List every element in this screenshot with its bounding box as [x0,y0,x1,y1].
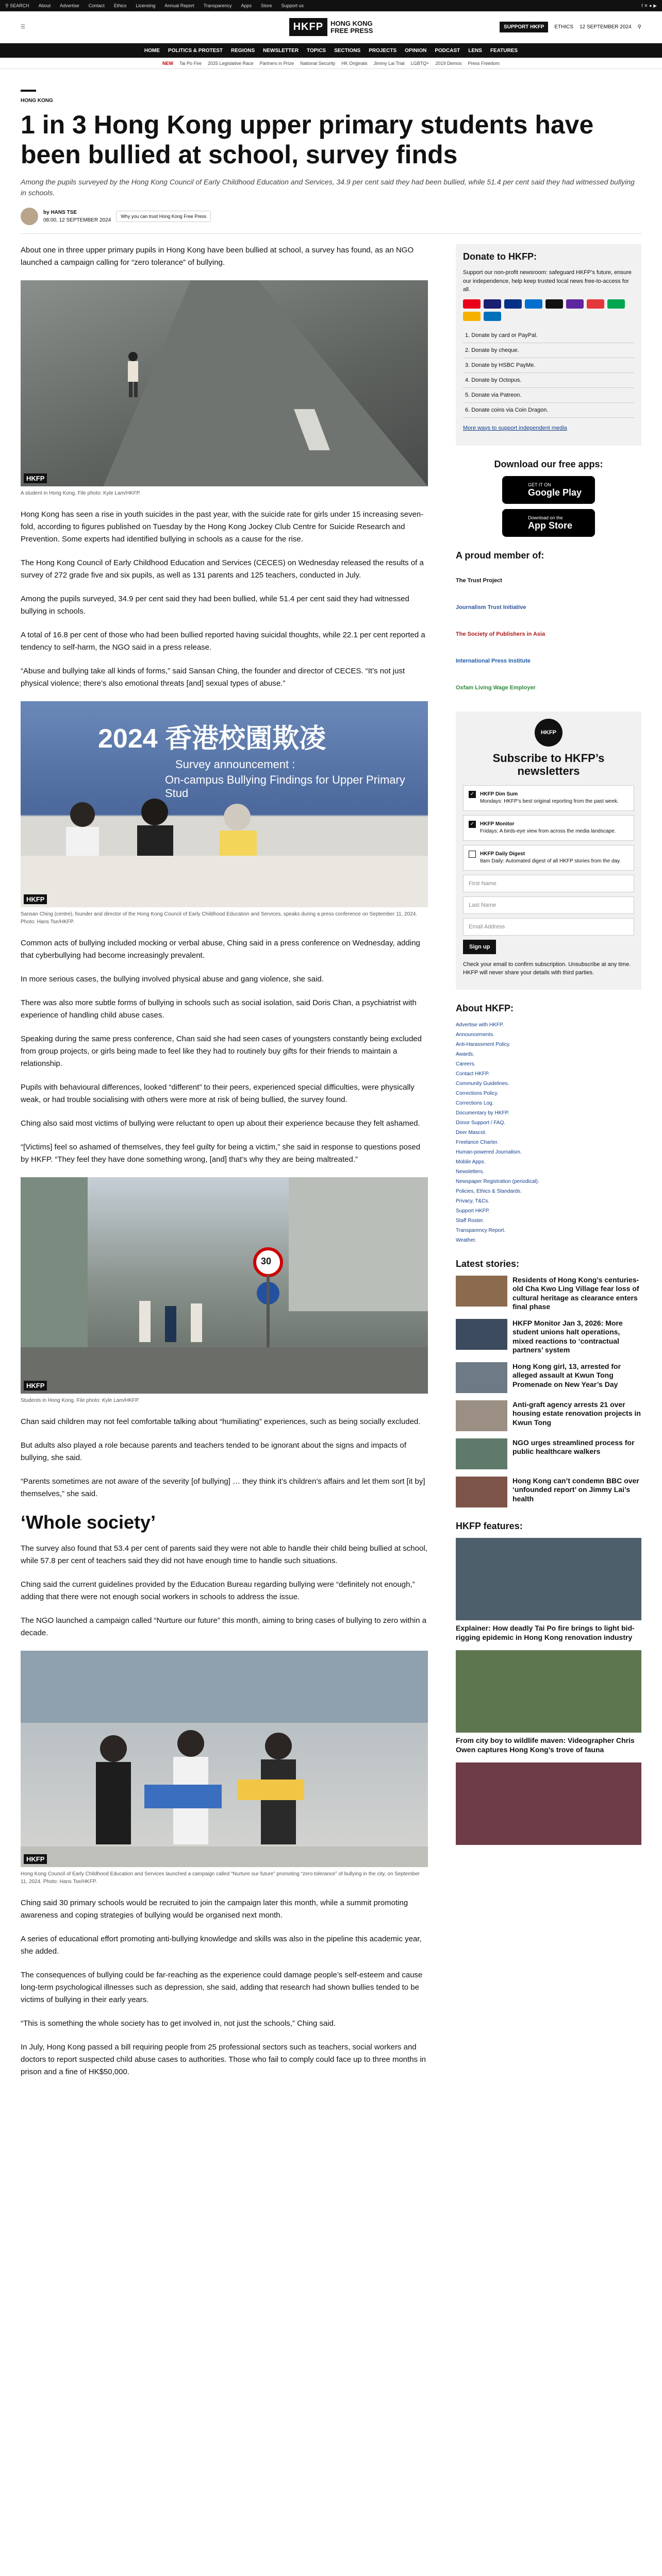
sidebar [456,244,641,2576]
paragraph: “Parents sometimes are not aware of the severity [of bullying] … they think it’s children’s affairs and let them sort [it by] themselves,” she said. [21,1477,425,1498]
paragraph: A series of educational effort promoting anti-bullying knowledge and skills was also in the pipeline this academic year, she added. [21,1935,422,1956]
banner-sub: Survey announcement : [175,758,295,771]
donate-option[interactable]: 6. Donate coins via Coin Dragon. [463,403,634,418]
signup-note: Check your email to confirm subscription. Unsubscribe at any time. HKFP will never share your details with third parties. [463,961,631,976]
gp-small: GET IT ON [528,482,551,487]
paragraph: The consequences of bullying could be far-reaching as the experience could damage people’s self-esteem and cause long-term psychological illnesses such as depression, she said, adding that research had shown bullies tended to be victims of bullying in their early years. [21,1971,423,2004]
paragraph: In more serious cases, the bullying involved physical abuse and gang violence, she said. [21,975,324,984]
contact-link[interactable]: Contact [88,3,105,8]
about-link[interactable]: About [38,3,51,8]
about-links [456,1020,641,1245]
logo-line2: FREE PRESS [330,26,373,35]
nl-desc: Fridays: A birds-eye view from across the media landscape. [480,828,616,834]
byline [21,208,641,225]
trending-bar [0,58,662,69]
donate-box [456,244,641,446]
top-bar [0,0,662,11]
logo-mark: HKFP [289,18,327,36]
about-link[interactable]: Announcements. [456,1031,495,1038]
advertise-link[interactable]: Advertise [60,3,79,8]
about-link[interactable]: Mobile Apps. [456,1159,486,1165]
partner-logo[interactable]: Oxfam Living Wage Employer [456,685,536,691]
transparency-link[interactable]: Transparency [203,3,232,8]
paragraph: Hong Kong has seen a rise in youth suicides in the past year, with the suicide rate for girls under 15 increasing seven-fold, according to figures published on Tuesday by the Hong Kong Jockey Club Centre for Suicide Research and Prevention. Some experts had identified bullying in schools as a cause for the rise. [21,510,424,544]
about-link[interactable]: Documentary by HKFP. [456,1110,509,1116]
paragraph: Pupils with behavioural differences, looked “different” to their peers, experienced special difficulties, were physically weak, or had trouble socialising with others were more at risk of being bullied, the survey found. [21,1083,415,1104]
photo-street-svg [21,1177,428,1394]
social-icons[interactable]: f ✕ ● ▶ [641,3,657,8]
story-thumbnail[interactable] [456,1438,507,1469]
about-link[interactable]: Contact HKFP. [456,1071,490,1077]
section-heading: ‘Whole society’ [21,1512,156,1533]
feature-image[interactable] [456,1762,641,1845]
first-name-input[interactable]: First Name [463,875,634,892]
about-link[interactable]: Staff Roster. [456,1217,484,1224]
about-link[interactable]: Freelance Charter. [456,1139,499,1145]
story-headline[interactable]: Hong Kong can’t condemn BBC over ‘unfounded report’ on Jimmy Lai’s health [512,1476,639,1503]
photo-watermark: HKFP [24,473,47,483]
partner-logo[interactable]: The Society of Publishers in Asia [456,631,545,637]
as-large: App Store [528,520,573,531]
apps-link[interactable]: Apps [241,3,252,8]
feature-image[interactable] [456,1650,641,1733]
paragraph: The survey also found that 53.4 per cent of parents said they were not able to handle their child being bullied at school, while 57.8 per cent of teachers said they did not have enough time to handle such situations. [21,1544,427,1565]
trend-item[interactable]: Press Freedom [468,60,500,66]
support-link[interactable]: Support us [281,3,304,8]
about-link[interactable]: Awards. [456,1051,474,1057]
logo[interactable] [289,18,373,36]
paragraph: Speaking during the same press conference, Chan said she had seen cases of youngsters constantly being excluded from group projects, or girls being made to feel like they had to routinely buy gifts for their friends to maintain a relationship. [21,1035,422,1068]
masthead [0,11,662,43]
about-link[interactable]: Deer Mascot. [456,1129,487,1136]
features-title: HKFP features: [456,1520,523,1531]
nav-item[interactable]: POLITICS & PROTEST [168,47,223,54]
about-link[interactable]: Privacy, T&Cs. [456,1198,490,1204]
latest-story[interactable] [456,1477,641,1507]
paragraph: Ching said 30 primary schools would be recruited to join the campaign later this month, while a summit promoting awareness and coping strategies of bullying would be organised next month. [21,1899,408,1920]
trend-item[interactable]: LGBTQ+ [410,60,429,66]
paragraph: Common acts of bullying included mocking or verbal abuse, Ching said in a press conference on Wednesday, adding that cyberbullying had become increasingly prevalent. [21,939,420,960]
checkbox-icon[interactable]: ✓ [469,821,476,828]
as-small: Download on the [528,515,563,520]
menu-icon[interactable]: ☰ [21,24,25,30]
paragraph: The NGO launched a campaign called “Nurture our future” this month, aiming to bring cases of bullying to zero within a decade. [21,1616,427,1637]
signup-button[interactable]: Sign up [463,940,496,954]
feature-headline[interactable]: From city boy to wildlife maven: Videographer Chris Owen captures Hong Kong’s trove of fauna [456,1736,635,1754]
newsletter-option[interactable] [463,785,634,811]
story-headline[interactable]: HKFP Monitor Jan 3, 2026: More student unions halt operations, mixed reactions to ‘contractual partners’ system [512,1318,623,1354]
feature-story[interactable] [456,1762,641,1845]
date-label: 12 SEPTEMBER 2024 [580,24,632,30]
about-link[interactable]: Careers. [456,1061,476,1067]
donate-option[interactable]: 3. Donate by HSBC PayMe. [463,358,634,373]
article-category[interactable]: HONG KONG [21,98,53,104]
trust-button[interactable]: Why you can trust Hong Kong Free Press [116,211,211,222]
feature-story[interactable] [456,1538,641,1642]
story-headline[interactable]: Anti-graft agency arrests 21 over housing estate renovation projects in Kwun Tong [512,1400,641,1427]
about-link[interactable]: Newsletters. [456,1168,485,1175]
email-input[interactable]: Email Address [463,918,634,936]
banner-sub2: On-campus Bullying Findings for Upper Primary Stud [165,773,405,800]
newsletter-title: Subscribe to HKFP’s newsletters [492,752,605,778]
story-thumbnail[interactable] [456,1276,507,1307]
newsletter-box [456,711,641,990]
about-link[interactable]: Weather. [456,1237,476,1243]
about-link[interactable]: Advertise with HKFP. [456,1022,504,1028]
latest-story[interactable] [456,1319,641,1355]
photo-watermark: HKFP [24,894,47,904]
about-link[interactable]: Support HKFP. [456,1208,490,1214]
app-store-badge[interactable] [502,509,595,537]
road-sign-number: 30 [261,1256,272,1266]
search-icon[interactable]: ⚲ [637,24,641,30]
ethics-button[interactable]: ETHICS [554,24,574,30]
payment-logos [463,299,634,321]
author-name[interactable]: by HANS TSE [43,210,77,215]
paragraph: But adults also played a role because parents and teachers tended to be ignorant about the signs and impacts of bullying, she said. [21,1441,407,1462]
photo-student [21,280,428,486]
nav-item[interactable]: LENS [468,47,482,54]
gp-large: Google Play [528,487,582,498]
trend-item[interactable]: 2025 Legislative Race [208,60,254,66]
photo-student-svg [21,280,428,486]
nav-item[interactable]: HOME [144,47,160,54]
nl-desc: Mondays: HKFP’s best original reporting from the past week. [480,798,619,804]
story-thumbnail[interactable] [456,1362,507,1393]
member-title: A proud member of: [456,550,544,561]
paragraph: There was also more subtle forms of bullying in schools such as social isolation, said Doris Chan, a psychiatrist with experience of handling child abuse cases. [21,998,417,1020]
about-link[interactable]: Human-powered Journalism. [456,1149,522,1155]
paragraph: Chan said children may not feel comfortable talking about “humiliating” experiences, such as being socially excluded. [21,1417,421,1426]
nav-item[interactable]: FEATURES [490,47,518,54]
licensing-link[interactable]: Licensing [136,3,156,8]
ethics-link[interactable]: Ethics [113,3,127,8]
main-nav [0,43,662,58]
nl-name: HKFP Monitor [480,821,515,827]
story-thumbnail[interactable] [456,1400,507,1431]
article-title: 1 in 3 Hong Kong upper primary students have been bullied at school, survey finds [21,110,594,169]
nl-desc: 8am Daily: Automated digest of all HKFP stories from the day. [480,858,621,864]
partner-logo[interactable]: The Trust Project [456,578,502,584]
paragraph: A total of 16.8 per cent of those who had been bullied reported having suicidal thoughts, while 22.1 per cent reported a tendency to self-harm, the NGO said in a press release. [21,631,425,652]
donate-title: Donate to HKFP: [463,251,537,262]
photo-caption: A student in Hong Kong. File photo: Kyle Lam/HKFP. [21,490,141,496]
report-link[interactable]: Annual Report [164,3,194,8]
more-ways-link[interactable]: More ways to support independent media [463,425,567,431]
title-bar [21,90,36,92]
feature-image[interactable] [456,1538,641,1620]
story-thumbnail[interactable] [456,1477,507,1507]
trend-item[interactable]: HK Originals [341,60,368,66]
story-headline[interactable]: Residents of Hong Kong’s centuries-old Cha Kwo Ling Village fear loss of cultural heritage as clearance enters final phase [512,1275,639,1311]
donate-option[interactable]: 2. Donate by cheque. [463,343,634,358]
photo-caption: Students in Hong Kong. File photo: Kyle Lam/HKFP. [21,1398,140,1403]
about-link[interactable]: Corrections Log. [456,1100,494,1106]
paragraph: “This is something the whole society has to get involved in, not just the schools,” Ching said. [21,2019,336,2028]
publish-date: 08:00, 12 SEPTEMBER 2024 [43,217,111,223]
apps-title: Download our free apps: [494,459,603,469]
feature-headline[interactable]: Explainer: How deadly Tai Po fire brings to light bid-rigging epidemic in Hong Kong renovation industry [456,1623,635,1641]
partner-logo[interactable]: International Press Institute [456,658,531,664]
photo-campaign-svg [21,1651,428,1867]
about-link[interactable]: Transparency Report. [456,1227,506,1233]
story-headline[interactable]: NGO urges streamlined process for public healthcare walkers [512,1438,635,1456]
latest-title: Latest stories: [456,1258,520,1269]
donate-text: Support our non-profit newsroom: safeguard HKFP’s future, ensure our independence, help keep trusted local news free-to-access for all. [463,269,632,293]
press-conference-figures [21,701,428,907]
donate-option[interactable]: 1. Donate by card or PayPal. [463,328,634,343]
checkbox-icon[interactable]: ✓ [469,791,476,798]
newsletter-option[interactable] [463,815,634,841]
nav-item[interactable]: OPINION [405,47,427,54]
trend-item[interactable]: 2019 Demos [435,60,462,66]
photo-watermark: HKFP [24,1381,47,1391]
banner-title: 2024 香港校園欺凌 [98,724,326,754]
paragraph: In July, Hong Kong passed a bill requiring people from 25 professional sectors such as teachers, social workers and doctors to report suspected child abuse cases to authorities. Those who fail to comply could face up to three months in prison and a fine of HK$50,000. [21,2043,426,2076]
support-hkfp-button[interactable]: SUPPORT HKFP [500,22,548,32]
paragraph: Among the pupils surveyed, 34.9 per cent said they had been bullied, while 51.4 per cent said they had witnessed bullying in schools. [21,595,409,616]
google-play-badge[interactable] [502,476,595,504]
about-link[interactable]: Corrections Policy. [456,1090,499,1096]
nav-item[interactable]: TOPICS [307,47,326,54]
trend-item[interactable]: Tai Po Fire [179,60,202,66]
store-link[interactable]: Store [261,3,272,8]
search-link[interactable]: ⚲ SEARCH [5,3,29,8]
nav-item[interactable]: PROJECTS [369,47,397,54]
nav-item[interactable]: SECTIONS [334,47,361,54]
story-thumbnail[interactable] [456,1319,507,1350]
paragraph: About one in three upper primary pupils in Hong Kong have been bullied at school, a survey has found, as an NGO launched a campaign calling for “zero tolerance” of bullying. [21,246,414,267]
photo-caption: Hong Kong Council of Early Childhood Education and Services launched a campaign called “Nurture our future” promoting “zero tolerance” of bullying in the city, on September 11, 2024. Photo: Hans Tse/HKFP. [21,1871,420,1885]
nl-name: HKFP Dim Sum [480,791,518,797]
photo-watermark: HKFP [24,1854,47,1864]
nav-item[interactable]: PODCAST [435,47,460,54]
about-link[interactable]: Newspaper Registration (periodical). [456,1178,539,1184]
latest-story[interactable] [456,1362,641,1393]
logo-line1: HONG KONG [330,19,373,27]
photo-press-conference [21,701,428,907]
last-name-input[interactable]: Last Name [463,896,634,914]
author-avatar [21,208,38,225]
feature-story[interactable] [456,1650,641,1754]
trend-item[interactable]: National Security [300,60,336,66]
trend-item[interactable]: Jimmy Lai Trial [373,60,405,66]
nav-item[interactable]: NEWSLETTER [263,47,299,54]
article-subtitle: Among the pupils surveyed by the Hong Kong Council of Early Childhood Education and Services, 34.9 per cent said they had been bullied, while 51.4 per cent said they had witnessed bullying in schools. [21,178,635,197]
latest-story[interactable] [456,1438,641,1469]
about-link[interactable]: Community Guidelines. [456,1080,509,1087]
about-link[interactable]: Donor Support / FAQ. [456,1120,506,1126]
story-headline[interactable]: Hong Kong girl, 13, arrested for alleged assault at Kwun Tong Promenade on New Year’s Day [512,1362,621,1388]
about-link[interactable]: Anti-Harassment Policy. [456,1041,510,1047]
paragraph: “Abuse and bullying take all kinds of forms,” said Sansan Ching, the founder and director of CECES. “It’s not just physical violence; there’s also emotional threats [and] sexual types of abuse.” [21,667,405,688]
paragraph: Ching said the current guidelines provided by the Education Bureau regarding bullying were “definitely not enough,” adding that there were not enough social workers in schools to address the issue. [21,1580,415,1601]
donate-option[interactable]: 4. Donate by Octopus. [463,373,634,388]
nl-name: HKFP Daily Digest [480,851,525,857]
trend-item[interactable]: Partners in Prize [259,60,294,66]
photo-campaign-launch [21,1651,428,1867]
about-title: About HKFP: [456,1003,514,1013]
checkbox-icon[interactable] [469,851,476,858]
newsletter-badge: HKFP [535,719,562,747]
latest-story[interactable] [456,1276,641,1312]
about-link[interactable]: Policies, Ethics & Standards. [456,1188,522,1194]
photo-students-street [21,1177,428,1394]
paragraph: “[Victims] feel so ashamed of themselves, they feel guilty for being a victim,” she said in response to questions posed by HKFP. “They feel they have done something wrong, [and] that’s why they are being maltreated.” [21,1143,421,1164]
donate-option[interactable]: 5. Donate via Patreon. [463,388,634,403]
newsletter-option[interactable] [463,845,634,871]
nav-item[interactable]: REGIONS [231,47,255,54]
partner-logo[interactable]: Journalism Trust Initiative [456,604,526,611]
paragraph: The Hong Kong Council of Early Childhood Education and Services (CECES) on Wednesday released the results of a survey of 272 grade five and six pupils, as well as 131 parents and 125 teachers, conducted in July. [21,558,424,580]
latest-story[interactable] [456,1400,641,1431]
article-body [21,244,428,2576]
article-header [21,69,641,234]
paragraph: Ching also said most victims of bullying were reluctant to open up about their experience because they felt ashamed. [21,1119,420,1128]
photo-caption: Sansan Ching (centre), founder and director of the Hong Kong Council of Early Childhood Education and Services, speaks during a press conference on September 11, 2024. Photo: Hans Tse/HKFP. [21,911,418,925]
trending-label: NEW [162,60,173,66]
